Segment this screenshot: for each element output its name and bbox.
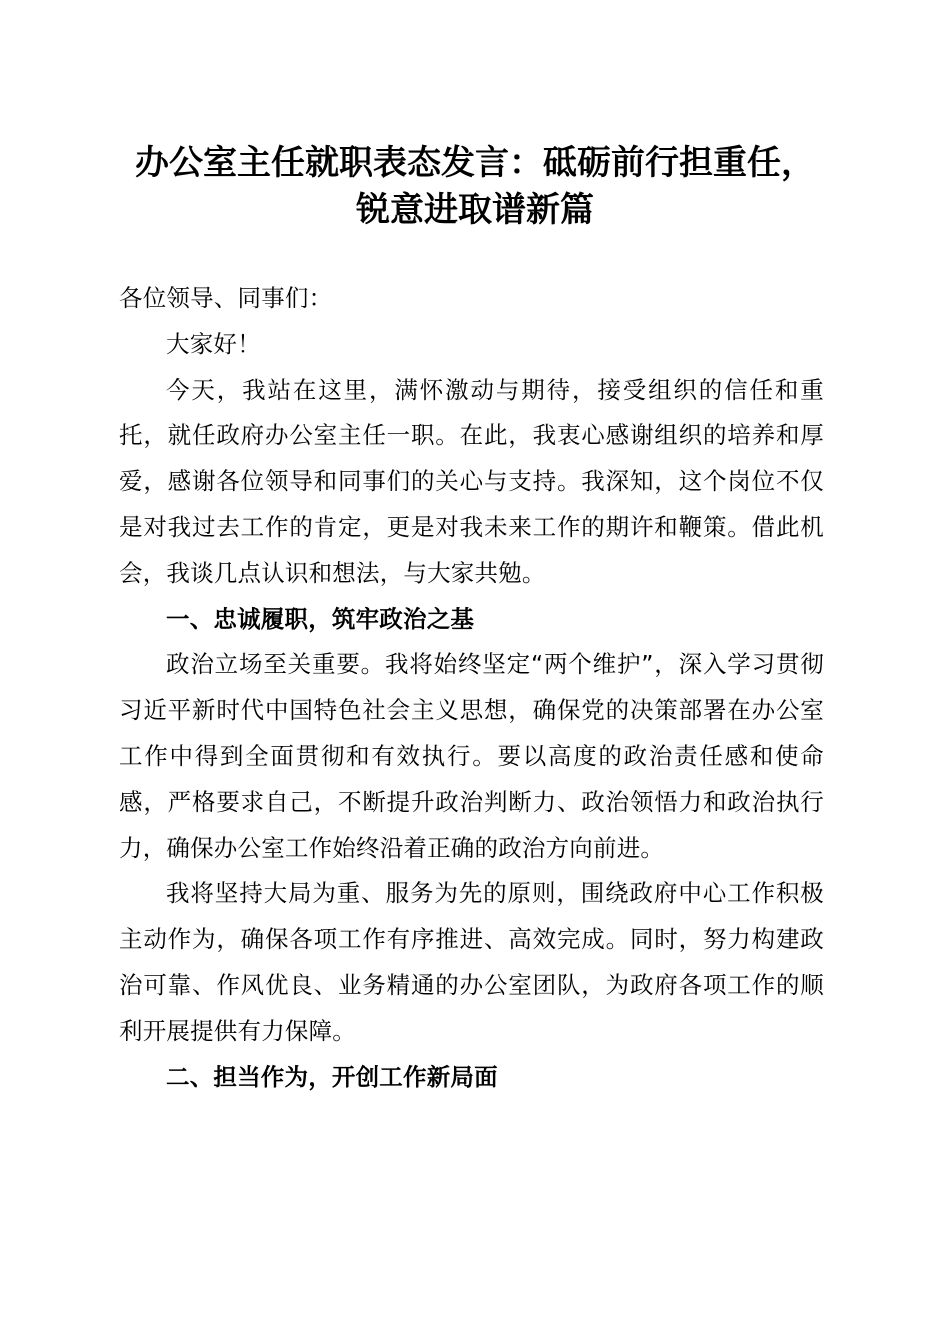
document-title bbox=[100, 140, 850, 234]
section-heading-2: 二、担当作为，开创工作新局面 bbox=[166, 1062, 498, 1091]
title-line-1: 办公室主任就职表态发言：砥砺前行担重任， bbox=[135, 143, 815, 183]
title-line-2: 锐意进取谱新篇 bbox=[356, 190, 594, 230]
greeting: 大家好！ bbox=[166, 329, 261, 358]
section-1-paragraph-2: 我将坚持大局为重、服务为先的原则，围绕政府中心工作积极主动作为，确保各项工作有序推进、高效完成。同时，努力构建政治可靠、作风优良、业务精通的办公室团队，为政府各项工作的顺利开展提供有力保障。 bbox=[119, 879, 824, 1045]
salutation: 各位领导、同事们： bbox=[119, 284, 333, 312]
document-body bbox=[119, 276, 824, 1100]
intro-paragraph: 今天，我站在这里，满怀激动与期待，接受组织的信任和重托，就任政府办公室主任一职。在此，我衷心感谢组织的培养和厚爱，感谢各位领导和同事们的关心与支持。我深知，这个岗位不仅是对我过去工作的肯定，更是对我未来工作的期许和鞭策。借此机会，我谈几点认识和想法，与大家共勉。 bbox=[119, 375, 824, 587]
section-heading-1: 一、忠诚履职，筑牢政治之基 bbox=[166, 604, 475, 633]
section-1-paragraph-1: 政治立场至关重要。我将始终坚定“两个维护”，深入学习贯彻习近平新时代中国特色社会主义思想，确保党的决策部署在办公室工作中得到全面贯彻和有效执行。要以高度的政治责任感和使命感，严格要求自己，不断提升政治判断力、政治领悟力和政治执行力，确保办公室工作始终沿着正确的政治方向前进。 bbox=[119, 650, 824, 862]
